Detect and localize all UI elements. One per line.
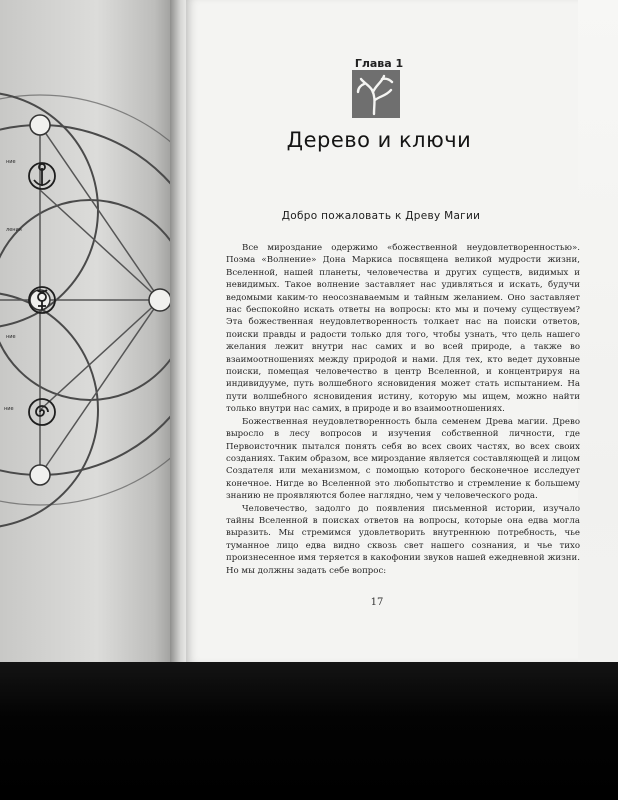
svg-text:ние: ние <box>6 334 16 340</box>
paragraph: Человечество, задолго до появления письменной истории, изучало тайны Вселенной в поисках ответов на вопросы, которые она едва могла выразить. Мы стремимся удовлетворить внутреннюю потребность, чье туманное лицо едва видно сквозь свет нашего сознания, и чье тихо произнесенное имя теряется в какофонии звуков нашей ежедневной жизни. Но мы должны задать себе вопрос: <box>226 503 580 576</box>
page-number: 17 <box>370 597 384 608</box>
svg-text:ления: ления <box>6 227 22 233</box>
scanner-black-area <box>0 662 618 800</box>
tree-branch-icon <box>352 70 400 118</box>
svg-text:ние: ние <box>4 406 14 412</box>
circle-diagram <box>0 0 190 662</box>
svg-text:ние: ние <box>6 159 16 165</box>
paragraph: Все мироздание одержимо «божественной неудовлетворенностью». Поэма «Волнение» Дона Маркиса посвящена великой мудрости жизни, Вселенной, нашей планеты, человечества и других существ, видимых и невидимых. Такое волнение заставляет нас удивляться и искать, будучи ведомыми каким-то неосознаваемым и тайным желанием. Оно заставляет нас беспокойно искать ответы на вопросы: кто мы и почему существуем? Эта божественная неудовлетворенность толкает нас на поиски ответов, поиски правды и радости только для того, чтобы узнать, что цель нашего желания лежит внутри нас самих и во всей природе, а также во взаимоотношениях между природой и нами. Для тех, кто ведет духовные поиски, помещая человечество в центр Вселенной, и концентрируя на индивидууме, путь волшебного ясновидения может стать испытанием. На пути волшебного ясновидения истину, которую мы ищем, можно найти только внутри нас самих, в природе и во взаимоотношениях. <box>226 243 580 415</box>
chapter-label: Глава 1 <box>354 57 404 70</box>
paragraph: Божественная неудовлетворенность была семенем Древа магии. Древо выросло в лесу вопросов и изучения собственной личности, где Первоисточник пытался понять себя во всех своих частях, во всех своих созданиях. Таким образом, все мироздание является составляющей и лицом Создателя или механизмом, с помощью которого бесконечное исследует конечное. Нигде во Вселенной это любопытство и стремление к большему знанию не проявляются более наглядно, чем у человеческого рода. <box>226 416 580 502</box>
section-title: Добро пожаловать к Древу Магии <box>281 210 481 222</box>
chapter-title: Дерево и ключи <box>286 128 472 152</box>
body-text <box>226 242 580 577</box>
